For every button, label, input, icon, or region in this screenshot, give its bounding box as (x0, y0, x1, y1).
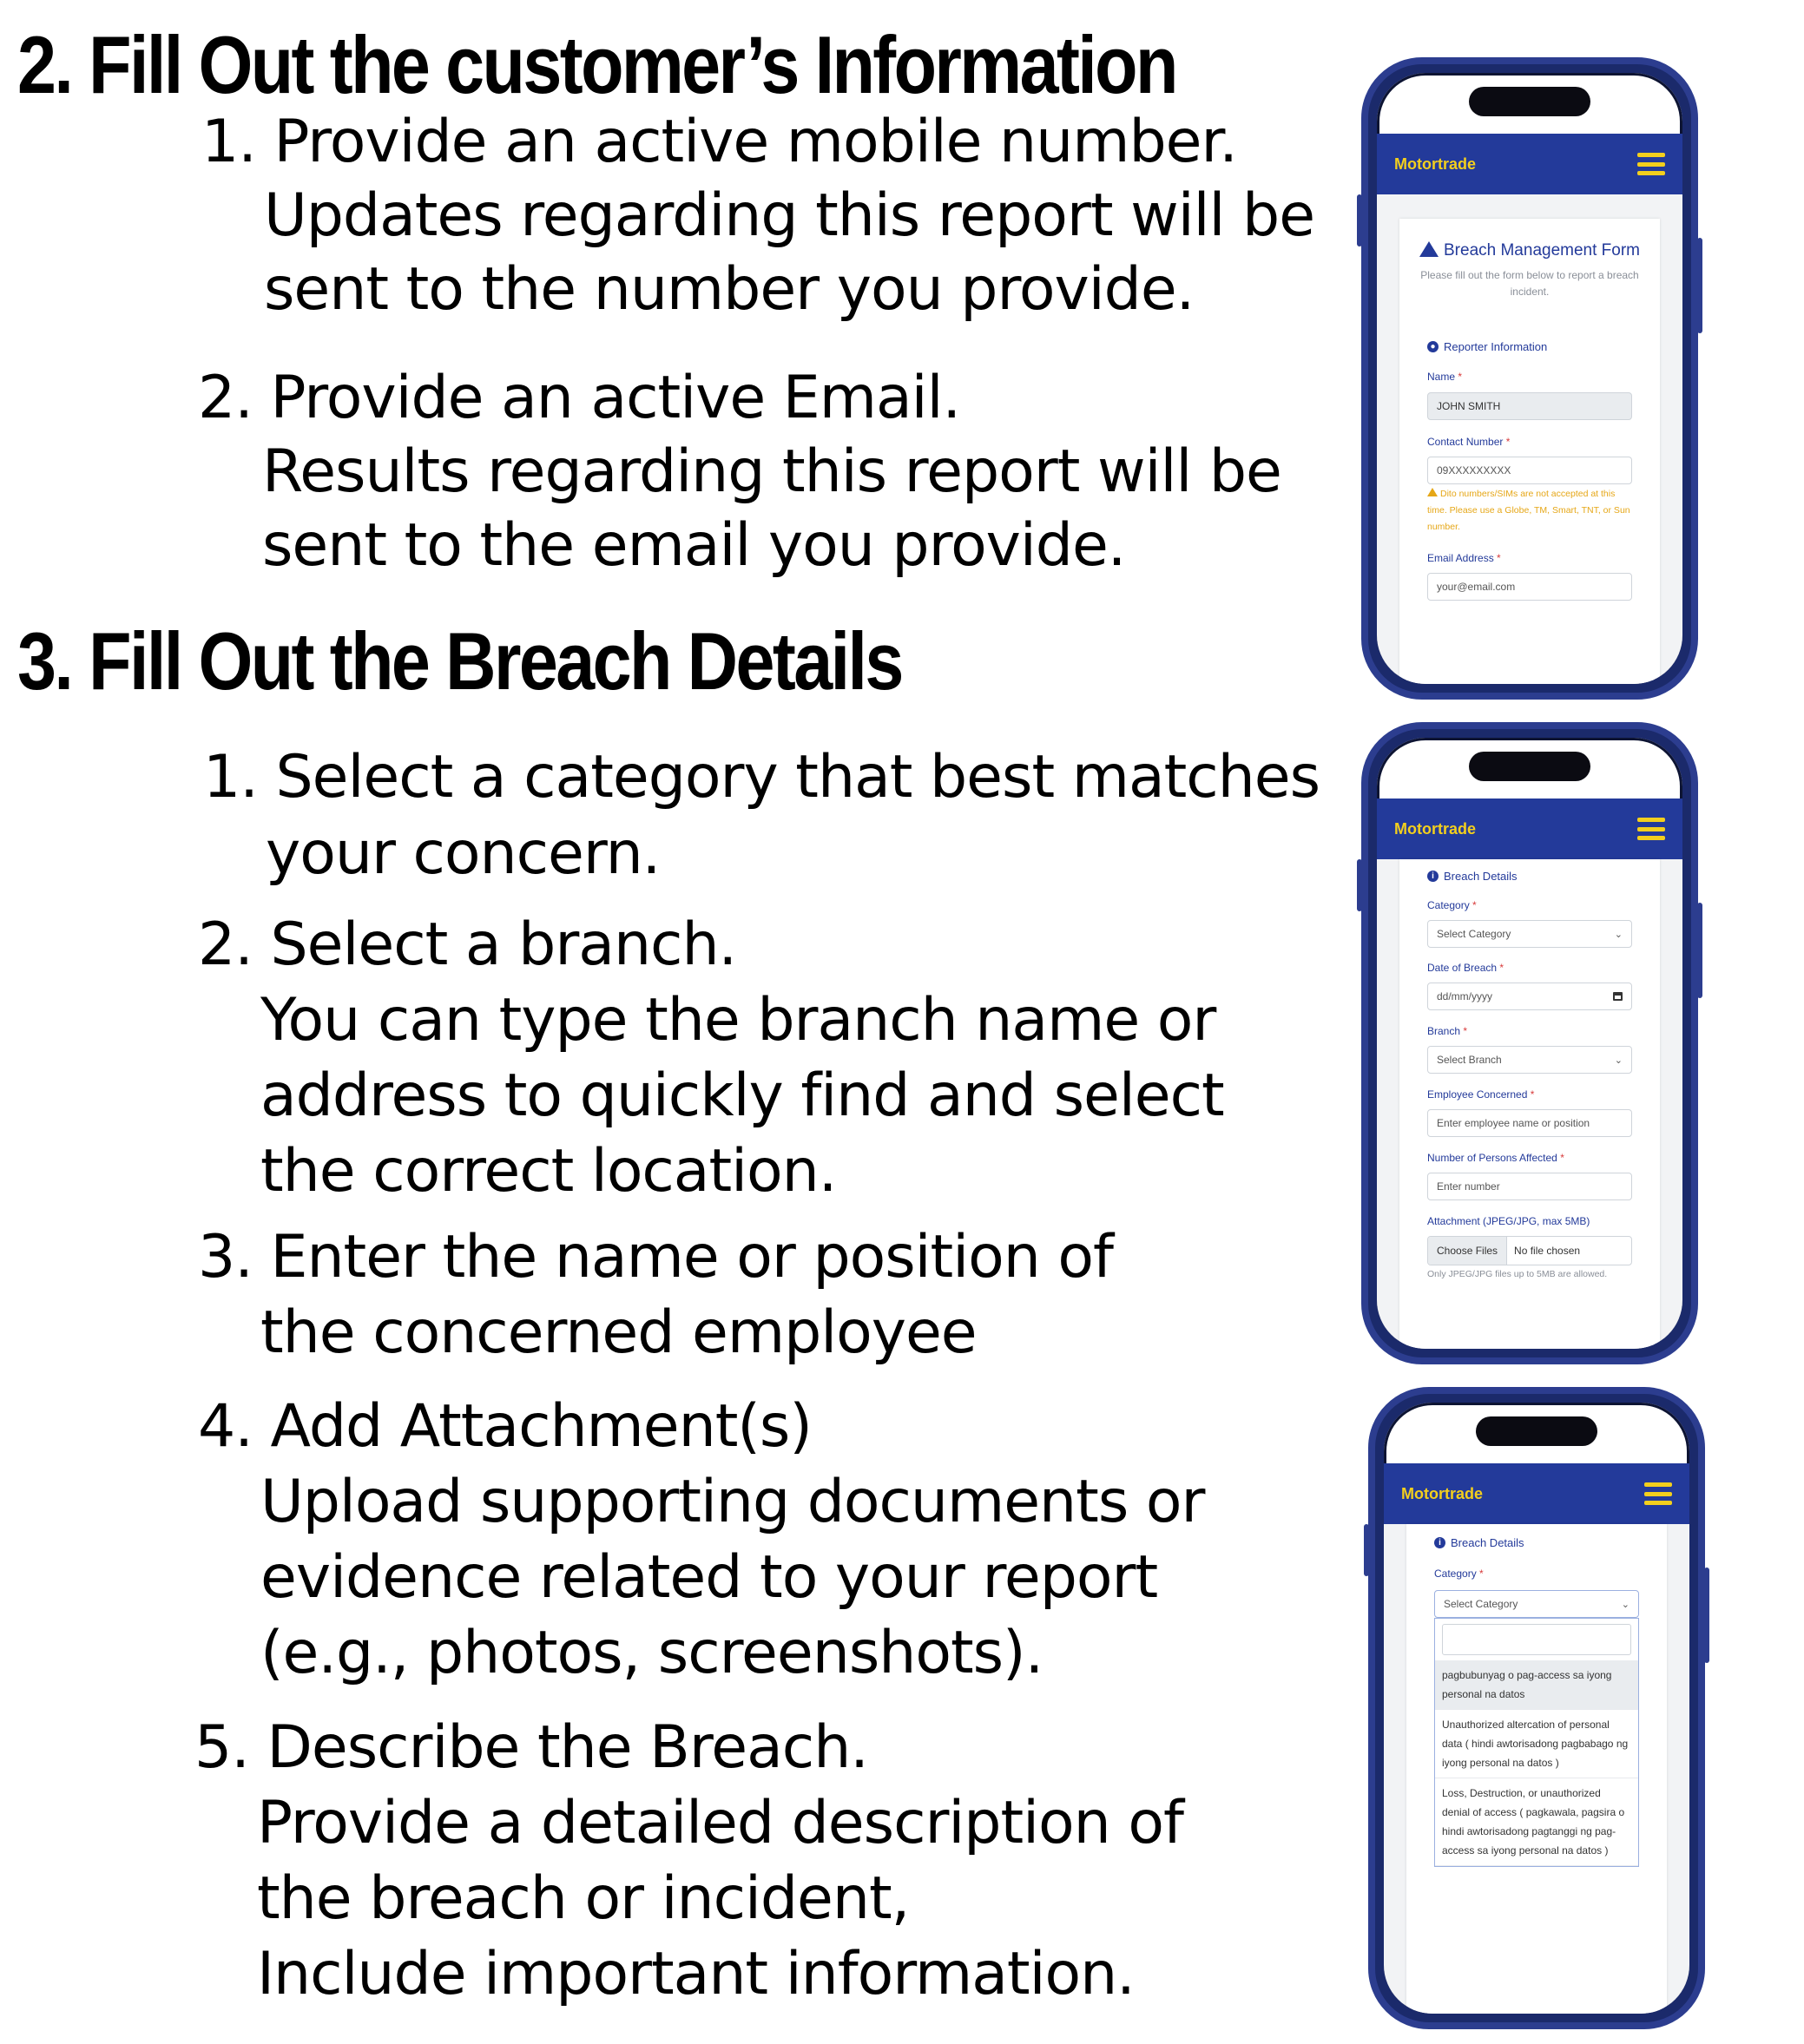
chevron-down-icon: ⌄ (1621, 1599, 1630, 1610)
phone-notch (1469, 752, 1590, 781)
form-card (1406, 1524, 1667, 2014)
page-body (1384, 1524, 1689, 2014)
step3-item4-line2: Upload supporting documents or (260, 1468, 1205, 1536)
hamburger-menu-icon[interactable] (1637, 818, 1665, 840)
dropdown-option[interactable]: pagbubunyag o pag-access sa iyong personal na datos (1435, 1660, 1638, 1710)
chevron-down-icon: ⌄ (1614, 1055, 1623, 1066)
step3-item2-line1: 2. Select a branch. (198, 910, 737, 979)
step3-item4-line4: (e.g., photos, screenshots). (260, 1619, 1044, 1687)
step2-item2-line3: sent to the email you provide. (262, 511, 1126, 580)
contact-number-label: Contact Number * (1427, 436, 1511, 448)
choose-files-button[interactable]: Choose Files (1428, 1237, 1507, 1265)
form-card (1399, 859, 1660, 1349)
step2-heading: 2. Fill Out the customer’s Information (17, 19, 1176, 110)
attachment-help-text: Only JPEG/JPG files up to 5MB are allowed. (1427, 1269, 1608, 1279)
hamburger-menu-icon[interactable] (1644, 1482, 1672, 1505)
category-label: Category * (1434, 1568, 1484, 1580)
step2-item2-line1: 2. Provide an active Email. (198, 364, 961, 432)
section-breach-details: i Breach Details (1434, 1536, 1639, 1549)
warning-icon (1427, 488, 1438, 496)
info-icon: i (1434, 1537, 1445, 1548)
file-status: No file chosen (1514, 1245, 1581, 1257)
app-header (1377, 134, 1682, 194)
contact-number-field[interactable]: 09XXXXXXXXX (1427, 457, 1632, 484)
persons-affected-label: Number of Persons Affected * (1427, 1152, 1564, 1164)
brand-logo[interactable]: Motortrade (1394, 819, 1476, 838)
step3-heading: 3. Fill Out the Breach Details (17, 615, 902, 707)
step3-item2-line3: address to quickly find and select (260, 1061, 1224, 1130)
employee-concerned-label: Employee Concerned * (1427, 1088, 1535, 1101)
step3-item2-line4: the correct location. (260, 1137, 837, 1206)
page-body (1377, 194, 1682, 684)
step3-item5-line3: the breach or incident, (257, 1864, 910, 1933)
phone-screen (1377, 73, 1682, 684)
date-of-breach-field[interactable]: dd/mm/yyyy (1427, 983, 1632, 1010)
form-subtitle: Please fill out the form below to report a breach incident. (1420, 269, 1639, 298)
step2-item1-line1: 1. Provide an active mobile number. (201, 108, 1237, 176)
phone-notch (1476, 1416, 1597, 1446)
page-body (1377, 859, 1682, 1349)
brand-logo[interactable]: Motortrade (1394, 154, 1476, 173)
employee-concerned-field[interactable]: Enter employee name or position (1427, 1109, 1632, 1137)
chevron-down-icon: ⌄ (1614, 929, 1623, 940)
persons-affected-field[interactable]: Enter number (1427, 1173, 1632, 1200)
branch-select[interactable]: Select Branch ⌄ (1427, 1046, 1632, 1074)
phone-screen (1384, 1403, 1689, 2014)
form-card (1399, 219, 1660, 684)
dropdown-search-input[interactable] (1442, 1624, 1631, 1655)
step3-item2-line2: You can type the branch name or (260, 986, 1216, 1055)
step3-item4-line3: evidence related to your report (260, 1543, 1158, 1612)
category-select[interactable]: Select Category ⌄ (1434, 1590, 1639, 1618)
calendar-icon[interactable] (1613, 992, 1623, 1001)
phone-mockup-category-dropdown (1368, 1387, 1705, 2029)
dropdown-option[interactable]: Loss, Destruction, or unauthorized denial of access ( pagkawala, pagsira o hindi awtorisadong pagtanggi ng pag-access sa iyong personal na datos ) (1435, 1778, 1638, 1866)
step3-item1-line1: 1. Select a category that best matches (203, 743, 1320, 812)
user-icon: ● (1427, 341, 1439, 352)
attachment-label: Attachment (JPEG/JPG, max 5MB) (1427, 1215, 1590, 1227)
phone-notch (1469, 87, 1590, 116)
app-header (1384, 1463, 1689, 1524)
form-title: Breach Management Form (1399, 241, 1660, 260)
section-breach-details: i Breach Details (1427, 870, 1632, 883)
name-label: Name * (1427, 371, 1463, 383)
email-field[interactable]: your@email.com (1427, 573, 1632, 601)
warning-triangle-icon (1419, 241, 1439, 257)
name-field[interactable]: JOHN SMITH (1427, 392, 1632, 420)
category-label: Category * (1427, 899, 1477, 911)
dropdown-option[interactable]: Unauthorized altercation of personal data ( hindi awtorisadong pagbabago ng iyong personal na datos ) (1435, 1710, 1638, 1778)
attachment-file-input[interactable] (1427, 1236, 1632, 1265)
info-icon: i (1427, 871, 1439, 882)
app-header (1377, 799, 1682, 859)
step3-item4-line1: 4. Add Attachment(s) (198, 1392, 812, 1461)
hamburger-menu-icon[interactable] (1637, 153, 1665, 175)
section-reporter-information: ● Reporter Information (1427, 340, 1632, 353)
category-dropdown-list (1434, 1618, 1639, 1867)
phone-mockup-breach-details (1361, 722, 1698, 1364)
phone-mockup-reporter-info (1361, 57, 1698, 700)
step2-item2-line2: Results regarding this report will be (262, 437, 1281, 506)
branch-label: Branch * (1427, 1025, 1468, 1037)
step2-item1-line3: sent to the number you provide. (264, 255, 1195, 324)
step3-item3-line2: the concerned employee (260, 1298, 977, 1367)
step3-item3-line1: 3. Enter the name or position of (198, 1223, 1113, 1291)
brand-logo[interactable]: Motortrade (1401, 1484, 1483, 1502)
category-select[interactable]: Select Category ⌄ (1427, 920, 1632, 948)
step3-item5-line1: 5. Describe the Breach. (194, 1713, 868, 1782)
step3-item5-line2: Provide a detailed description of (257, 1789, 1183, 1857)
contact-warning: Dito numbers/SIMs are not accepted at this time. Please use a Globe, TM, Smart, TNT, or Sun number. (1427, 489, 1630, 532)
phone-screen (1377, 738, 1682, 1349)
step2-item1-line2: Updates regarding this report will be (264, 181, 1315, 250)
email-label: Email Address * (1427, 552, 1501, 564)
date-of-breach-label: Date of Breach * (1427, 962, 1504, 974)
step3-item5-line4: Include important information. (257, 1940, 1135, 2008)
step3-item1-line2: your concern. (266, 819, 661, 888)
